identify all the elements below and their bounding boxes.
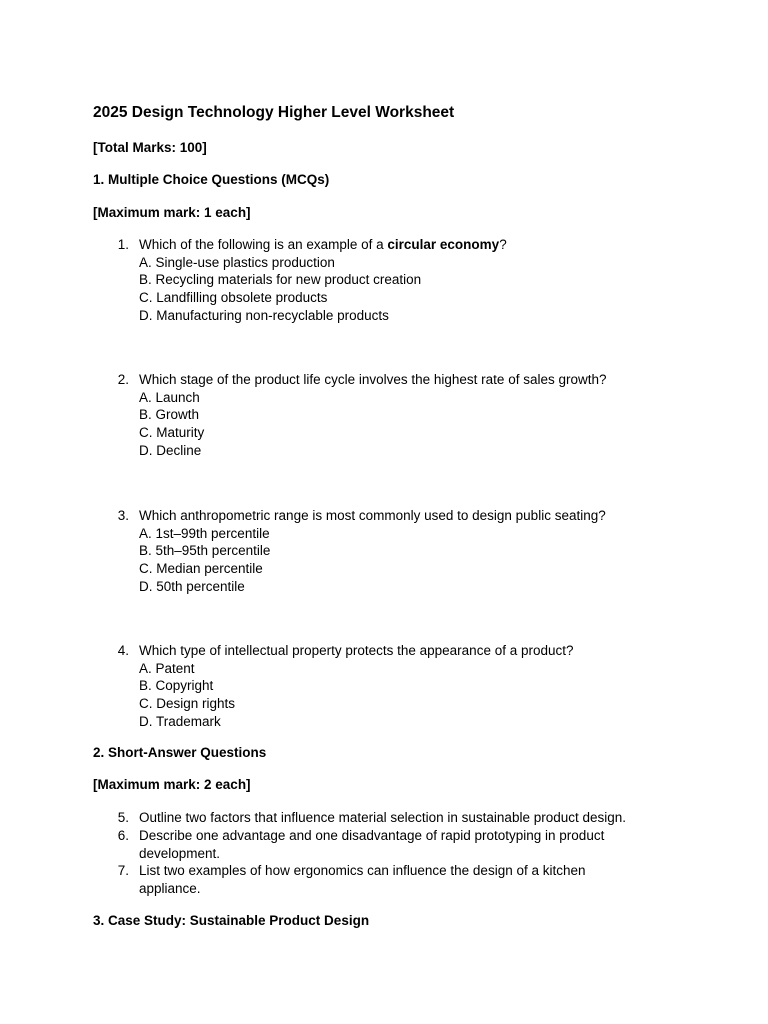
option-a: A. Single-use plastics production bbox=[139, 254, 335, 270]
question-number: 6. bbox=[117, 828, 129, 843]
option-c: C. Median percentile bbox=[139, 561, 263, 577]
question-number: 4. bbox=[117, 643, 129, 658]
option-d: D. 50th percentile bbox=[139, 578, 245, 594]
question-text: Which stage of the product life cycle involves the highest rate of sales growth? bbox=[139, 372, 607, 387]
section1-max-mark: [Maximum mark: 1 each] bbox=[93, 205, 251, 220]
question-number: 3. bbox=[117, 508, 129, 523]
question-text: List two examples of how ergonomics can influence the design of a kitchen appliance. bbox=[139, 863, 586, 896]
question-text: Which type of intellectual property protects the appearance of a product? bbox=[139, 643, 574, 658]
option-a: A. Patent bbox=[139, 660, 195, 676]
question-number: 1. bbox=[117, 237, 129, 252]
section1-heading: 1. Multiple Choice Questions (MCQs) bbox=[93, 172, 330, 187]
question-number: 7. bbox=[117, 863, 129, 878]
question-number: 2. bbox=[117, 372, 129, 387]
section2-heading: 2. Short-Answer Questions bbox=[93, 745, 267, 760]
section3-heading: 3. Case Study: Sustainable Product Design bbox=[93, 913, 370, 928]
option-c: C. Design rights bbox=[139, 696, 236, 712]
option-d: D. Trademark bbox=[139, 713, 221, 729]
option-a: A. 1st–99th percentile bbox=[139, 525, 270, 541]
option-b: B. Recycling materials for new product creation bbox=[139, 272, 422, 288]
option-d: D. Manufacturing non-recyclable products bbox=[139, 307, 389, 323]
option-c: C. Maturity bbox=[139, 425, 205, 441]
option-b: B. Growth bbox=[139, 407, 200, 423]
option-a: A. Launch bbox=[139, 389, 200, 405]
question-text: Describe one advantage and one disadvantage of rapid prototyping in product development. bbox=[139, 828, 605, 861]
option-d: D. Decline bbox=[139, 442, 202, 458]
option-b: B. 5th–95th percentile bbox=[139, 543, 271, 559]
question-number: 5. bbox=[117, 810, 129, 825]
total-marks: [Total Marks: 100] bbox=[93, 140, 207, 155]
question-text: Which of the following is an example of a circular economy? bbox=[139, 237, 507, 252]
option-c: C. Landfilling obsolete products bbox=[139, 290, 328, 306]
section2-max-mark: [Maximum mark: 2 each] bbox=[93, 777, 251, 792]
question-text: Which anthropometric range is most commonly used to design public seating? bbox=[139, 508, 606, 523]
question-text: Outline two factors that influence material selection in sustainable product design. bbox=[139, 810, 627, 825]
key-term: circular economy bbox=[387, 237, 500, 252]
option-b: B. Copyright bbox=[139, 678, 214, 694]
worksheet-title: 2025 Design Technology Higher Level Worksheet bbox=[93, 104, 455, 121]
